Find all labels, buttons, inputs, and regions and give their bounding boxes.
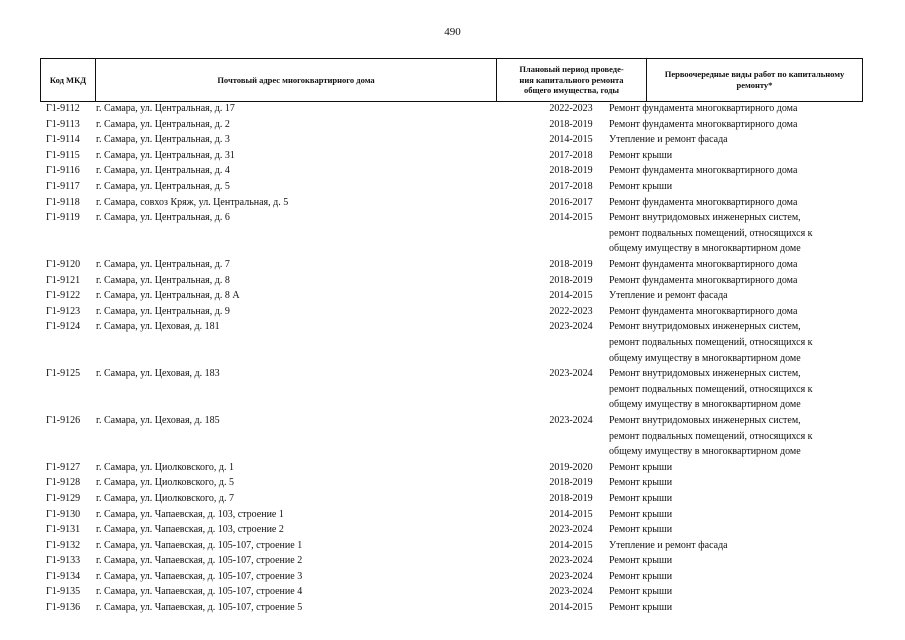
row-code: Г1-9133 <box>46 555 81 567</box>
row-works-line: Утепление и ремонт фасада <box>609 290 728 302</box>
row-period: 2016-2017 <box>549 196 593 208</box>
row-works <box>609 273 859 289</box>
row-works-line: общему имуществу в многоквартирном доме <box>609 446 801 458</box>
table-row <box>40 475 863 491</box>
row-period: 2019-2020 <box>549 461 593 473</box>
row-works-line: Ремонт крыши <box>609 524 673 536</box>
row-works <box>609 288 859 304</box>
row-works-line: ремонт подвальных помещений, относящихся к <box>609 383 813 395</box>
table-row <box>40 522 863 538</box>
row-works-line: Утепление и ремонт фасада <box>609 539 728 551</box>
header-works-line: Первоочередные виды работ по капитальному <box>664 69 845 80</box>
row-works <box>609 522 859 538</box>
row-code: Г1-9128 <box>46 477 81 489</box>
row-address: г. Самара, ул. Циолковского, д. 7 <box>96 492 234 504</box>
row-works <box>609 413 859 460</box>
table-row <box>40 179 863 195</box>
row-works <box>609 179 859 195</box>
row-address: г. Самара, ул. Центральная, д. 6 <box>96 212 230 224</box>
table-row <box>40 553 863 569</box>
row-address: г. Самара, ул. Чапаевская, д. 103, строение 2 <box>96 524 284 536</box>
row-address: г. Самара, ул. Чапаевская, д. 105-107, строение 5 <box>96 602 303 614</box>
row-code: Г1-9129 <box>46 492 81 504</box>
row-works-line: Ремонт внутридомовых инженерных систем, <box>609 414 801 426</box>
row-code: Г1-9118 <box>46 196 80 208</box>
row-code: Г1-9134 <box>46 570 81 582</box>
row-works <box>609 195 859 211</box>
row-period: 2018-2019 <box>549 274 593 286</box>
row-works-line: Ремонт фундамента многоквартирного дома <box>609 118 798 130</box>
row-code: Г1-9130 <box>46 508 81 520</box>
row-period: 2014-2015 <box>549 290 593 302</box>
row-works <box>609 366 859 413</box>
row-period: 2014-2015 <box>549 134 593 146</box>
row-works <box>609 257 859 273</box>
row-works-line: общему имуществу в многоквартирном доме <box>609 243 801 255</box>
row-works <box>609 163 859 179</box>
row-period: 2022-2023 <box>549 103 593 114</box>
row-address: г. Самара, ул. Центральная, д. 31 <box>96 149 235 161</box>
table-row <box>40 460 863 476</box>
row-works-line: Ремонт фундамента многоквартирного дома <box>609 258 798 270</box>
row-address: г. Самара, ул. Чапаевская, д. 105-107, строение 3 <box>96 570 303 582</box>
row-period: 2023-2024 <box>549 570 593 582</box>
row-address: г. Самара, ул. Чапаевская, д. 103, строение 1 <box>96 508 284 520</box>
row-works <box>609 117 859 133</box>
table-row <box>40 163 863 179</box>
row-period: 2023-2024 <box>549 368 593 380</box>
row-works-line: Ремонт крыши <box>609 492 673 504</box>
table-row <box>40 319 863 366</box>
row-works <box>609 460 859 476</box>
row-address: г. Самара, ул. Центральная, д. 7 <box>96 258 230 270</box>
table-row <box>40 600 863 616</box>
row-period: 2023-2024 <box>549 524 593 536</box>
row-works-line: Ремонт крыши <box>609 461 673 473</box>
row-works <box>609 132 859 148</box>
row-works-line: Ремонт крыши <box>609 570 673 582</box>
row-address: г. Самара, ул. Чапаевская, д. 105-107, строение 2 <box>96 555 303 567</box>
row-period: 2023-2024 <box>549 555 593 567</box>
row-works-line: общему имуществу в многоквартирном доме <box>609 352 801 364</box>
row-works-line: Ремонт внутридомовых инженерных систем, <box>609 321 801 333</box>
row-period: 2014-2015 <box>549 508 593 520</box>
table-row <box>40 195 863 211</box>
row-address: г. Самара, ул. Центральная, д. 4 <box>96 165 230 177</box>
row-works-line: Утепление и ремонт фасада <box>609 134 728 146</box>
row-works-line: Ремонт крыши <box>609 477 673 489</box>
row-works <box>609 210 859 257</box>
row-address: г. Самара, ул. Циолковского, д. 1 <box>96 461 234 473</box>
row-address: г. Самара, ул. Цеховая, д. 185 <box>96 414 220 426</box>
header-code: Код МКД <box>40 59 95 101</box>
row-period: 2017-2018 <box>549 149 593 161</box>
row-period: 2014-2015 <box>549 212 593 224</box>
table-row <box>40 101 863 117</box>
row-period: 2018-2019 <box>549 258 593 270</box>
row-address: г. Самара, ул. Центральная, д. 9 <box>96 305 230 317</box>
row-code: Г1-9124 <box>46 321 81 333</box>
row-works-line: ремонт подвальных помещений, относящихся к <box>609 227 813 239</box>
row-works-line: Ремонт крыши <box>609 586 673 598</box>
table-row <box>40 584 863 600</box>
row-code: Г1-9125 <box>46 368 81 380</box>
row-works-line: Ремонт фундамента многоквартирного дома <box>609 196 798 208</box>
row-code: Г1-9114 <box>46 134 80 146</box>
row-works-line: общему имуществу в многоквартирном доме <box>609 399 801 411</box>
row-code: Г1-9116 <box>46 165 80 177</box>
row-period: 2023-2024 <box>549 414 593 426</box>
row-code: Г1-9131 <box>46 524 81 536</box>
row-works <box>609 600 859 616</box>
table-row <box>40 538 863 554</box>
table-row <box>40 413 863 460</box>
row-code: Г1-9136 <box>46 602 81 614</box>
row-works-line: Ремонт внутридомовых инженерных систем, <box>609 212 801 224</box>
row-period: 2018-2019 <box>549 492 593 504</box>
row-period: 2014-2015 <box>549 539 593 551</box>
row-period: 2018-2019 <box>549 118 593 130</box>
row-address: г. Самара, ул. Цеховая, д. 181 <box>96 321 220 333</box>
row-code: Г1-9117 <box>46 180 80 192</box>
header-works-line: ремонту* <box>736 80 773 90</box>
table-row <box>40 569 863 585</box>
row-period: 2023-2024 <box>549 321 593 333</box>
row-address: г. Самара, ул. Центральная, д. 8 <box>96 274 230 286</box>
row-works <box>609 475 859 491</box>
row-code: Г1-9132 <box>46 539 81 551</box>
table-row <box>40 257 863 273</box>
row-code: Г1-9122 <box>46 290 81 302</box>
row-works <box>609 101 859 117</box>
row-period: 2018-2019 <box>549 477 593 489</box>
row-code: Г1-9126 <box>46 414 81 426</box>
row-address: г. Самара, ул. Чапаевская, д. 105-107, строение 4 <box>96 586 303 598</box>
table-row <box>40 507 863 523</box>
row-address: г. Самара, ул. Центральная, д. 17 <box>96 103 235 114</box>
row-works-line: ремонт подвальных помещений, относящихся к <box>609 430 813 442</box>
row-works-line: Ремонт крыши <box>609 180 673 192</box>
row-address: г. Самара, ул. Цеховая, д. 183 <box>96 368 220 380</box>
row-works-line: Ремонт крыши <box>609 149 673 161</box>
row-works <box>609 507 859 523</box>
header-period-line: ния капитального ремонта <box>519 74 624 85</box>
row-works-line: Ремонт крыши <box>609 555 673 567</box>
row-works <box>609 319 859 366</box>
row-period: 2022-2023 <box>549 305 593 317</box>
table-row <box>40 304 863 320</box>
table-row <box>40 148 863 164</box>
row-period: 2023-2024 <box>549 586 593 598</box>
table-body <box>40 101 863 616</box>
header-period-line: общего имущества, годы <box>523 85 620 96</box>
header-works <box>646 59 863 101</box>
row-address: г. Самара, ул. Центральная, д. 8 А <box>96 290 240 302</box>
row-works-line: ремонт подвальных помещений, относящихся к <box>609 336 813 348</box>
row-address: г. Самара, ул. Центральная, д. 3 <box>96 134 230 146</box>
page-number: 490 <box>444 26 461 38</box>
row-code: Г1-9127 <box>46 461 81 473</box>
row-works-line: Ремонт внутридомовых инженерных систем, <box>609 368 801 380</box>
table-row <box>40 210 863 257</box>
row-works <box>609 538 859 554</box>
row-period: 2014-2015 <box>549 602 593 614</box>
row-code: Г1-9115 <box>46 149 80 161</box>
row-works-line: Ремонт фундамента многоквартирного дома <box>609 305 798 317</box>
row-works-line: Ремонт фундамента многоквартирного дома <box>609 274 798 286</box>
table-row <box>40 273 863 289</box>
table-row <box>40 366 863 413</box>
row-period: 2018-2019 <box>549 165 593 177</box>
row-address: г. Самара, ул. Циолковского, д. 5 <box>96 477 234 489</box>
row-works <box>609 553 859 569</box>
row-works <box>609 584 859 600</box>
row-works <box>609 304 859 320</box>
row-works-line: Ремонт крыши <box>609 602 673 614</box>
row-code: Г1-9112 <box>46 103 80 114</box>
table-row <box>40 117 863 133</box>
row-code: Г1-9135 <box>46 586 81 598</box>
row-works-line: Ремонт фундамента многоквартирного дома <box>609 103 798 114</box>
row-code: Г1-9113 <box>46 118 80 130</box>
row-works <box>609 148 859 164</box>
row-code: Г1-9120 <box>46 258 81 270</box>
row-address: г. Самара, ул. Чапаевская, д. 105-107, строение 1 <box>96 539 303 551</box>
table-header <box>40 58 863 102</box>
header-address: Почтовый адрес многоквартирного дома <box>95 59 496 101</box>
row-period: 2017-2018 <box>549 180 593 192</box>
row-code: Г1-9119 <box>46 212 80 224</box>
header-period <box>496 59 646 101</box>
table-row <box>40 491 863 507</box>
header-period-line: Плановый период проведе- <box>519 64 624 75</box>
row-address: г. Самара, совхоз Кряж, ул. Центральная, д. 5 <box>96 196 289 208</box>
row-works-line: Ремонт крыши <box>609 508 673 520</box>
table-row <box>40 132 863 148</box>
row-code: Г1-9123 <box>46 305 81 317</box>
row-address: г. Самара, ул. Центральная, д. 2 <box>96 118 230 130</box>
row-code: Г1-9121 <box>46 274 81 286</box>
table-row <box>40 288 863 304</box>
row-works <box>609 491 859 507</box>
row-works-line: Ремонт фундамента многоквартирного дома <box>609 165 798 177</box>
row-address: г. Самара, ул. Центральная, д. 5 <box>96 180 230 192</box>
row-works <box>609 569 859 585</box>
